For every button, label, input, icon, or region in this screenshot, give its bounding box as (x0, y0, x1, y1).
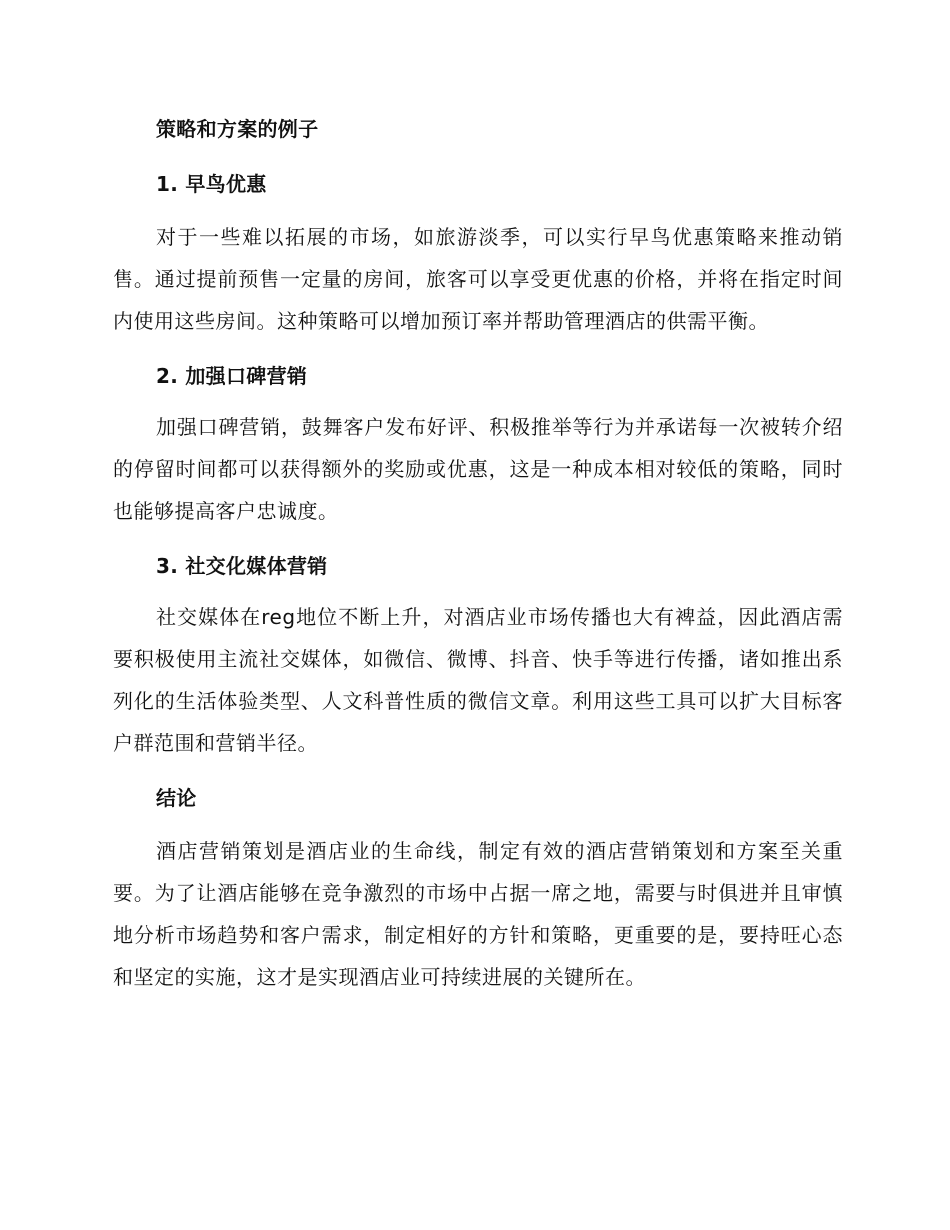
paragraph-early-bird: 对于一些难以拓展的市场，如旅游淡季，可以实行早鸟优惠策略来推动销售。通过提前预售一定量的房间，旅客可以享受更优惠的价格，并将在指定时间内使用这些房间。这种策略可以增加预订率并帮助管理酒店的供需平衡。 (113, 225, 843, 333)
section-heading-examples: 策略和方案的例子 (156, 117, 319, 141)
section-heading-early-bird: 1. 早鸟优惠 (156, 172, 267, 196)
paragraph-social-media: 社交媒体在reg地位不断上升，对酒店业市场传播也大有裨益，因此酒店需要积极使用主流社交媒体，如微信、微博、抖音、快手等进行传播，诸如推出系列化的生活体验类型、人文科普性质的微信文章。利用这些工具可以扩大目标客户群范围和营销半径。 (113, 605, 843, 755)
section-heading-word-of-mouth: 2. 加强口碑营销 (156, 364, 308, 388)
section-heading-conclusion: 结论 (156, 786, 197, 810)
document-body (113, 113, 843, 998)
section-heading-social-media: 3. 社交化媒体营销 (156, 554, 328, 578)
paragraph-conclusion: 酒店营销策划是酒店业的生命线，制定有效的酒店营销策划和方案至关重要。为了让酒店能够在竞争激烈的市场中占据一席之地，需要与时俱进并且审慎地分析市场趋势和客户需求，制定相好的方针和策略，更重要的是，要持旺心态和坚定的实施，这才是实现酒店业可持续进展的关键所在。 (113, 839, 843, 989)
paragraph-word-of-mouth: 加强口碑营销，鼓舞客户发布好评、积极推举等行为并承诺每一次被转介绍的停留时间都可以获得额外的奖励或优惠，这是一种成本相对较低的策略，同时也能够提高客户忠诚度。 (113, 415, 843, 523)
